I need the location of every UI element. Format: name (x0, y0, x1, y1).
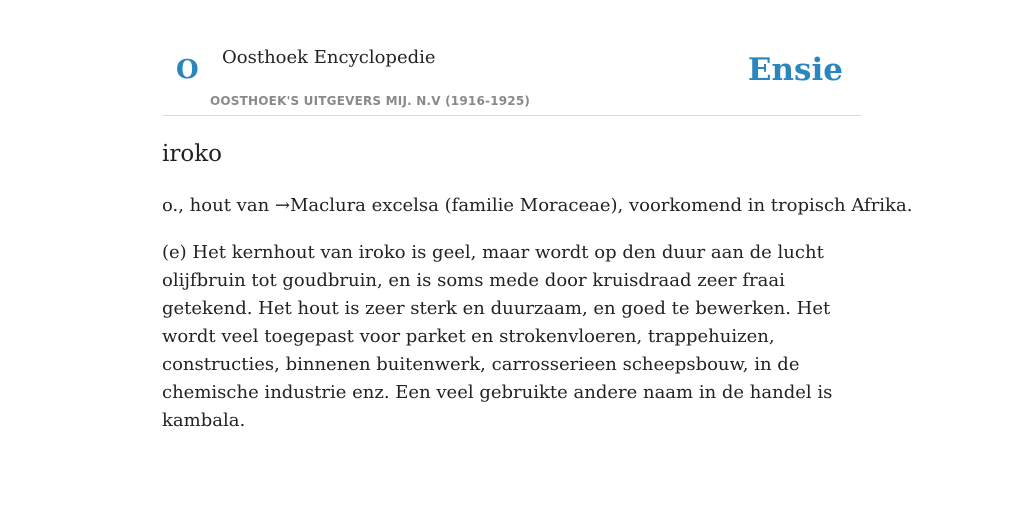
arrow-icon: → (274, 195, 290, 216)
brand-logo-link[interactable]: Ensie (747, 52, 843, 88)
link-text: Maclura excelsa (289, 195, 439, 216)
maclura-excelsa-link[interactable] (275, 195, 439, 216)
site-title[interactable]: Oosthoek Encyclopedie (222, 47, 436, 68)
entry-body: (e) Het kernhout van iroko is geel, maar wordt op den duur aan de lucht olijfbruin tot goudbruin, en is soms mede door kruisdraad zeer fraai getekend. Het hout is zeer sterk en duurzaam, en goed te bewerken. Het wordt veel toegepast voor parket en strokenvloeren, trappehuizen, constructies, binnenen buitenwerk, carrosserieen scheepsbouw, in de chemische industrie enz. Een veel gebruikte andere naam in de handel is kambala. (162, 242, 833, 431)
logo-letter-icon[interactable]: O (176, 55, 199, 85)
entry-title: iroko (162, 141, 222, 167)
definition-suffix: (familie Moraceae), voorkomend in tropisch Afrika. (438, 195, 913, 216)
site-header (162, 36, 862, 116)
publisher-label: OOSTHOEK'S UITGEVERS MIJ. N.V (1916-1925) (210, 94, 531, 108)
entry-definition (162, 192, 913, 220)
definition-prefix: o., hout van (162, 195, 275, 216)
